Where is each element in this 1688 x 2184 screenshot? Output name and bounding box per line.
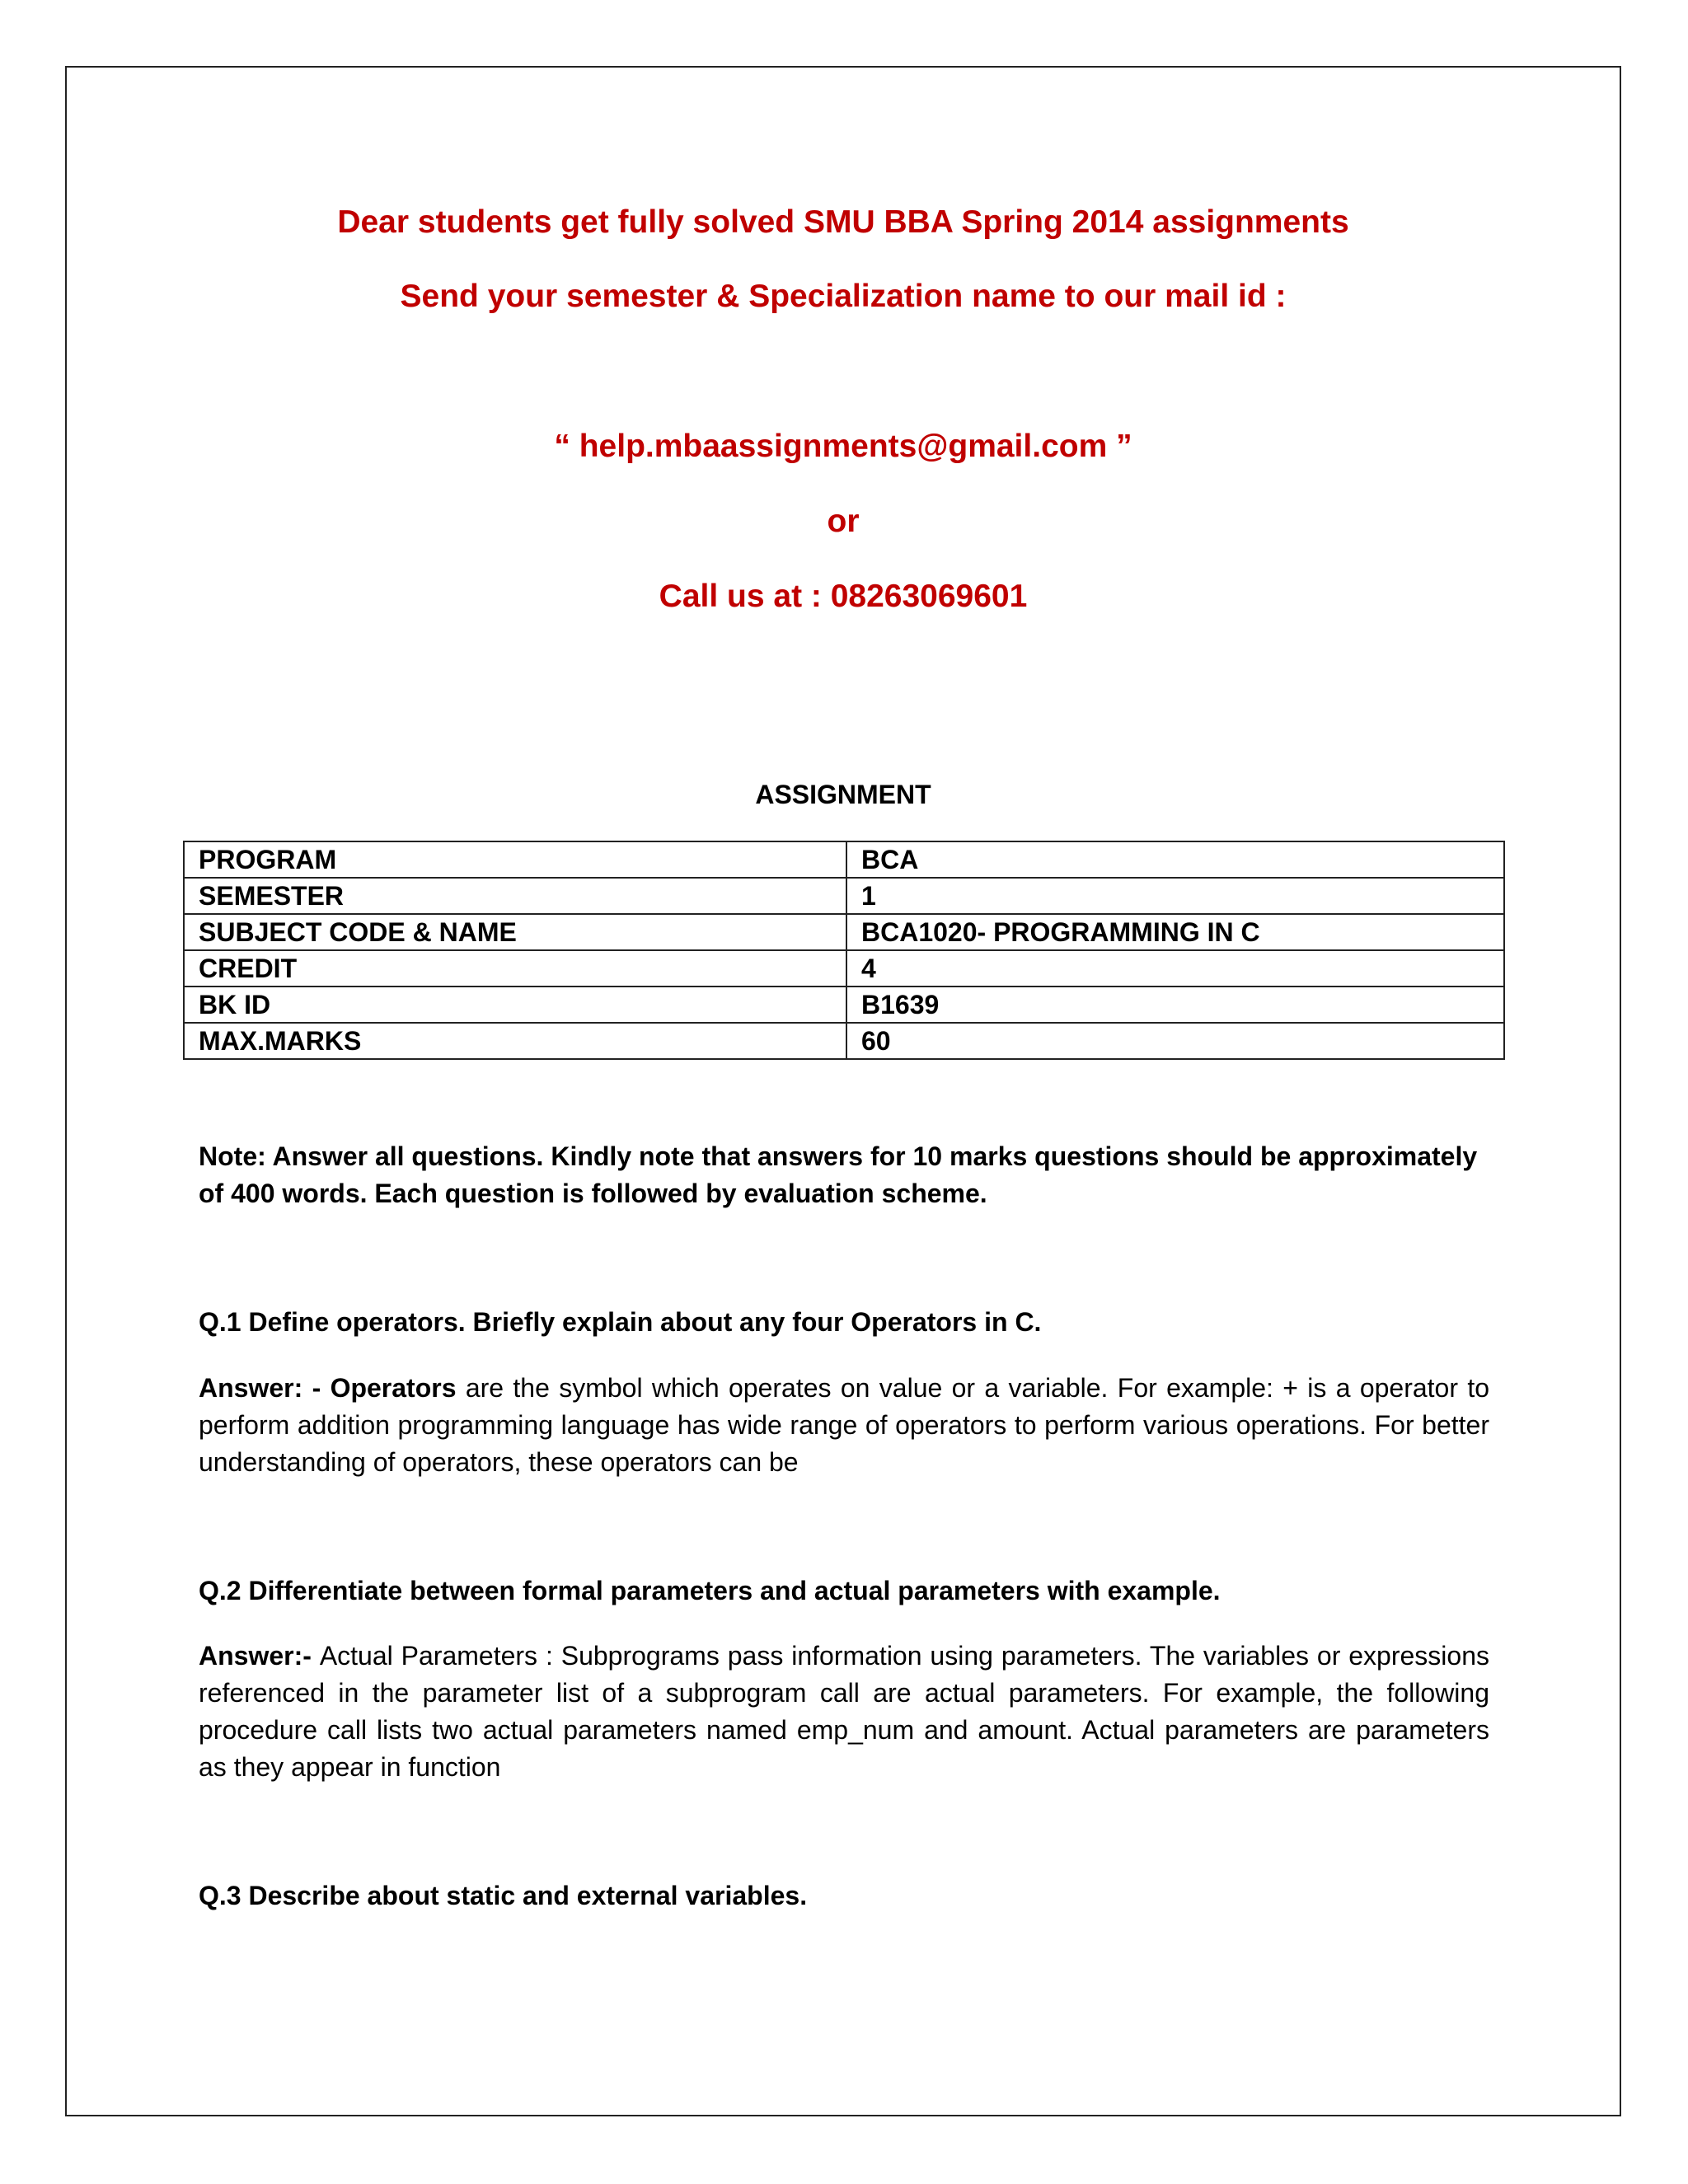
row-label: BK ID: [184, 987, 846, 1023]
table-row: [184, 914, 1504, 950]
answer-text: Actual Parameters : Subprograms pass information using parameters. The variables or expressions referenced in the parameter list of a subprogram call are actual parameters. For example, the following procedure call lists two actual parameters named emp_num and amount. Actual parameters are parameters as they appear in function: [199, 1641, 1490, 1782]
answer-text: are the symbol which operates on value or a variable. For example: + is a operator to perform addition programming language has wide range of operators to perform various operations. For better understanding of operators, these operators can be: [199, 1373, 1490, 1477]
promo-call: Call us at : 08263069601: [659, 579, 1028, 614]
answer-2: [199, 1638, 1489, 1786]
row-value: 4: [846, 950, 1504, 987]
answer-label: Answer: -: [199, 1373, 331, 1403]
question-1: Q.1 Define operators. Briefly explain about any four Operators in C.: [199, 1307, 1042, 1337]
instructions-note: Note: Answer all questions. Kindly note that answers for 10 marks questions should be approximately of 400 words. Each question is followed by evaluation scheme.: [199, 1141, 1478, 1208]
row-value: BCA: [846, 841, 1504, 878]
question-2: Q.2 Differentiate between formal parameters and actual parameters with example.: [199, 1576, 1221, 1605]
answer-label: Answer:-: [199, 1641, 320, 1671]
promo-email: “ help.mbaassignments@gmail.com ”: [554, 429, 1132, 464]
assignment-title: ASSIGNMENT: [755, 780, 931, 809]
table-row: [184, 987, 1504, 1023]
row-value: BCA1020- PROGRAMMING IN C: [846, 914, 1504, 950]
row-value: 1: [846, 878, 1504, 914]
row-label: CREDIT: [184, 950, 846, 987]
row-label: PROGRAM: [184, 841, 846, 878]
row-label: SUBJECT CODE & NAME: [184, 914, 846, 950]
table-row: [184, 1023, 1504, 1059]
row-label: MAX.MARKS: [184, 1023, 846, 1059]
table-row: [184, 878, 1504, 914]
row-value: B1639: [846, 987, 1504, 1023]
promo-or: or: [827, 504, 860, 539]
page-border: [65, 66, 1621, 2116]
promo-line-2: Send your semester & Specialization name to our mail id :: [400, 279, 1287, 314]
row-label: SEMESTER: [184, 878, 846, 914]
promo-line-1: Dear students get fully solved SMU BBA Spring 2014 assignments: [337, 204, 1349, 240]
table-row: [184, 841, 1504, 878]
answer-term: Operators: [330, 1373, 457, 1403]
row-value: 60: [846, 1023, 1504, 1059]
table-row: [184, 950, 1504, 987]
question-3: Q.3 Describe about static and external variables.: [199, 1881, 808, 1910]
assignment-info-table: [183, 841, 1505, 1060]
answer-1: [199, 1370, 1489, 1481]
